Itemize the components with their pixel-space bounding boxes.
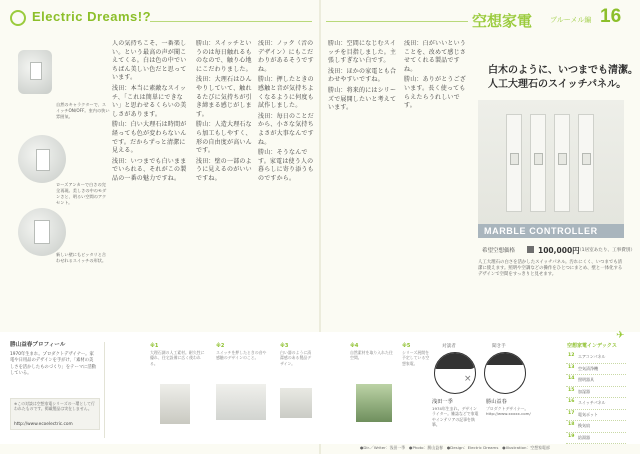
switch-plate-icon [30, 62, 42, 80]
hair-shape [484, 352, 525, 365]
hair-shape [434, 352, 475, 369]
product-photo [478, 100, 624, 224]
note-thumb-landscape [356, 384, 392, 422]
index-name: 加湿器 [578, 388, 590, 394]
index-page: 16 [568, 399, 575, 404]
switch-panel-icon [506, 114, 522, 212]
paragraph: 勝山：将来的にはシリーズで展開したいと考えています。 [328, 86, 397, 112]
paragraph: 浅田：ノック（音のデザイン）にもこだわりがあるそうですね。 [258, 40, 314, 73]
paragraph: 勝山：空間になじむスイッチを目指しました。主張しすぎない白です。 [328, 40, 397, 65]
note-text: 白い器のように清潔感のある製品デザイン。 [280, 350, 312, 366]
product-description: 人工大理石の白さを活かしたスイッチパネル。汚れにくく、いつまでも清潔に使えます。照明や空調などの操作をひとつにまとめ、壁と一体化するデザインで空間をすっきりと見せます。 [478, 260, 623, 278]
cross-icon: × [464, 374, 472, 384]
index-page: 13 [568, 364, 575, 370]
product-name: MARBLE CONTROLLER [484, 226, 598, 236]
note-number: ※2 [216, 343, 225, 349]
index-name: スイッチパネル [578, 400, 606, 405]
photo-switch-corner [18, 208, 66, 256]
switch-panel-icon [554, 114, 570, 212]
paragraph: 浅田：大理石はひんやりしていて、触れるたびに気持ちが引き締まる感じがします。 [196, 76, 252, 118]
index-name: 照明器具 [578, 377, 594, 382]
band-separator [104, 342, 105, 438]
portrait-right-avatar [484, 352, 526, 394]
product-headline [488, 64, 638, 92]
note-text: 大理石調の人工素材。耐久性に優れ、住宅設備に広く使われる。 [150, 350, 205, 366]
feature-subtitle: ブルーメル編 [550, 16, 592, 24]
credits-footer: ●Dir.／Writer：浅田一季 ●Photo：勝山益春 ●Design：Electric Dreams ●Illustration：空想家電部 [360, 445, 550, 450]
index-name: エアコンパネル [578, 354, 606, 359]
price-square-icon [527, 246, 534, 253]
header-rule-right [326, 21, 468, 22]
note-text: スイッチを押したときの音や感触のデザインのこと。 [216, 350, 267, 361]
index-page: 17 [568, 410, 575, 416]
paragraph: 浅田：壁の一部のように見えるのがいいですね。 [196, 157, 252, 182]
right-person-bio: プロダクトデザイナー。http://www.xxxxx.com/ [486, 406, 531, 417]
index-row [566, 364, 626, 376]
paper-plane-icon: ✈ [616, 330, 625, 341]
note-text: 自然素材を取り入れた住空間。 [350, 350, 393, 361]
header-rule-left [150, 21, 312, 22]
index-row [566, 421, 626, 433]
index-page: 12 [568, 353, 575, 358]
right-person-tag: 聞き手 [492, 344, 506, 349]
article-column-3 [258, 40, 314, 326]
feature-index [566, 352, 626, 444]
price-value: 100,000円 [538, 246, 580, 255]
index-title: 空想家電インデックス [567, 343, 617, 349]
note-thumb-bowl [280, 388, 312, 418]
profile-url: http://www.ecoelectric.com [14, 422, 73, 427]
left-person-tag: 対談者 [442, 344, 456, 349]
index-page: 14 [568, 376, 575, 381]
switch-plate-icon [36, 149, 50, 171]
headline-line: 人工大理石のスイッチパネル。 [488, 79, 627, 90]
paragraph: 勝山：人造大理石なら加工もしやすく、形の自由度が高いんです。 [196, 121, 252, 155]
note-number: ※4 [350, 343, 359, 349]
article-column-2 [196, 40, 254, 326]
switch-panel-icon [578, 114, 594, 212]
price-label: 希望空想価格 [482, 248, 516, 254]
paragraph: 勝山：そうなんです。家電は使う人の暮らしに寄り添うものですから。 [258, 149, 314, 182]
paragraph: 浅田：白がいいということを、改めて感じさせてくれる製品ですね。 [404, 40, 467, 73]
feature-title: 空想家電 [472, 12, 533, 30]
profile-body: 1970年生まれ。プロダクトデザイナー。家電や日用品のデザインを手がけ、「素材の美しさを活かしたものづくり」をテーマに活動している。 [10, 352, 96, 376]
paragraph: 浅田：本当に素敵なスイッチ、「これは簡単にできない」と思わせるくらいの美しさがあります。 [112, 84, 187, 118]
paragraph: 勝山：押したときの感触と音が気持ちよくなるように何度も試作しました。 [258, 76, 314, 110]
index-page: 19 [568, 433, 575, 439]
note-thumb-device [160, 384, 190, 424]
note-text: シリーズ展開を予定している空想家電。 [402, 350, 430, 366]
index-page: 18 [568, 422, 575, 427]
index-row [566, 410, 626, 422]
portrait-left-avatar [434, 352, 476, 394]
paragraph: 浅田：ほかの家電とも合わせやすいですね。 [328, 67, 397, 84]
photo-caption: ローズアンカーで白さの完全再現。美しさの中のモダンさと、明るい空間のアクセント。 [56, 182, 107, 205]
switch-panel-icon [530, 114, 546, 212]
article-column-5 [404, 40, 470, 326]
index-row [566, 398, 626, 410]
right-person-name: 勝山益春 [486, 399, 507, 405]
note-number: ※5 [402, 343, 411, 349]
photo-switch-wall [18, 50, 52, 94]
paragraph: 浅田：毎日のことだから、小さな気持ちよさが大事なんですね。 [258, 112, 314, 146]
index-name: 換気扇 [578, 423, 590, 428]
article-column-4 [328, 40, 398, 326]
left-person-name: 浅田一季 [432, 399, 453, 405]
paragraph: 勝山：スイッチというのは毎日触れるものなので、触り心地にこだわりました。 [196, 40, 252, 73]
profile-note: ※この対談は空想家電シリーズの一環として行われたものです。掲載製品は実在しません。 [14, 401, 95, 412]
series-title: Electric Dreams!? [32, 9, 152, 24]
index-row [566, 387, 626, 399]
index-name: 空気清浄機 [578, 365, 598, 371]
note-number: ※1 [150, 343, 159, 349]
page-number: 16 [600, 6, 622, 27]
paragraph: 人の気持ちこそ、一番楽しい。という最高の声が聞こえてくる。白は色の中でいちばん美しい色だと思っています。 [112, 40, 187, 82]
paragraph: 浅田：いつまでも白いままでいられる、それがこの製品の一番の魅力ですね。 [112, 157, 187, 182]
article-column-1 [112, 40, 190, 326]
note-number: ※3 [280, 343, 289, 349]
index-name: 電気ポット [578, 411, 598, 417]
index-name: 給湯器 [578, 434, 590, 440]
note-thumb-sink [216, 384, 266, 420]
paragraph: 勝山：ありがとうございます。長く使ってもらえたらうれしいです。 [404, 76, 467, 110]
price-note: （1居室あたり、工事費別） [577, 248, 636, 253]
bulb-logo-icon [10, 10, 26, 26]
index-row [566, 352, 626, 364]
index-row [566, 433, 626, 445]
left-person-bio: 1974年生まれ。デザインライター。雑誌などで家電やインテリアの記事を執筆。 [432, 406, 479, 428]
photo-caption: 自然のキャラクターで、スイッチON/OFF。室内の快い雰囲気。 [56, 102, 110, 119]
photo-caption: 新しい壁にもピッタリと合わせれるスイッチの形状。 [56, 252, 107, 263]
switch-plate-icon [34, 220, 50, 244]
paragraph: 勝山：白い大理石は時間が経っても色が変わらないんです。だからずっと清潔に見える。 [112, 121, 187, 155]
profile-title: 勝山益春プロフィール [10, 342, 66, 348]
photo-switch-closeup [18, 135, 66, 183]
headline-line: 白木のように、いつまでも清潔。 [488, 65, 638, 76]
index-page: 15 [568, 387, 575, 393]
index-row [566, 375, 626, 387]
